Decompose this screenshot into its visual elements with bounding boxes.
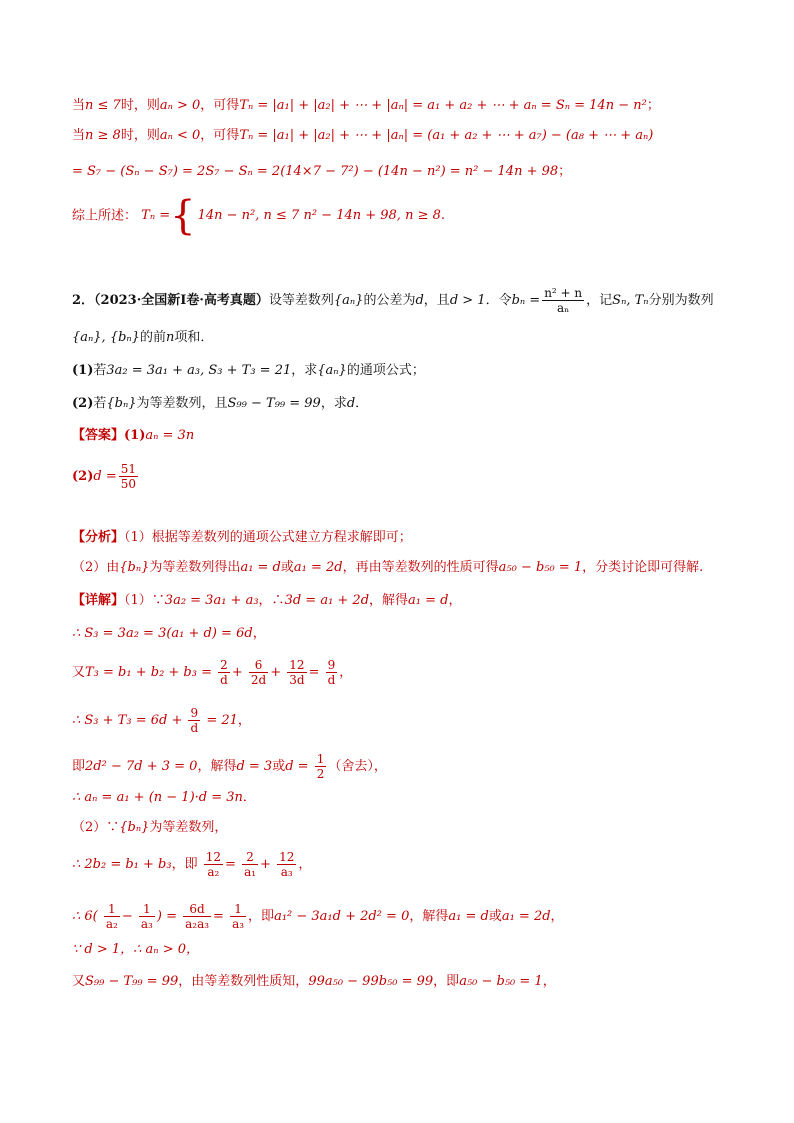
case-n-ge-8-line [72,126,653,146]
math: d > 1 [449,293,486,308]
denominator: a₃ [280,865,293,879]
problem-source: （2023·全国新Ⅰ卷·高考真题） [94,293,269,308]
text: ； [646,98,660,113]
math: T₃ = b₁ + b₂ + b₃ = [85,665,212,680]
math: Tₙ = |a₁| + |a₂| + ⋯ + |aₙ| = (a₁ + a₂ + ⋯ + a₇) − (a₈ + ⋯ + aₙ) [239,128,654,143]
math: {bₙ} [106,396,137,411]
fraction [218,658,230,687]
text: ， [448,593,462,608]
math: ∴ 6( [72,909,98,924]
math: ∴ aₙ = a₁ + (n − 1)·d = 3n [72,790,243,805]
text: . [440,208,446,223]
text: 为等差数列得出 [149,560,241,575]
text: 或 [280,560,294,575]
text: 若 [93,363,107,378]
problem-2-stem-cont [72,328,213,348]
math: aₙ > 0 [159,98,201,113]
math: {bₙ} [119,560,150,575]
text: ，且 [423,293,450,308]
text: ，分类讨论即可得解. [582,560,704,575]
math: {aₙ} [333,293,364,308]
denominator: d [327,673,336,687]
math: ∴ S₃ = 3a₂ = 3(a₁ + d) = 6d [72,626,253,641]
text: 的通项公式； [346,363,425,378]
answer-num: (1) [124,428,146,443]
fraction [242,850,258,879]
fraction [249,658,268,687]
denominator: a₂a₃ [185,917,210,931]
case-1: 14n − n², n ≤ 7 [197,208,300,223]
math: {aₙ}, {bₙ} [72,330,140,345]
analysis-1 [72,528,412,548]
text: ， [298,857,312,872]
detail-line-4 [72,706,251,735]
fraction [139,902,155,931]
math: S₉₉ − T₉₉ = 99 [227,396,321,411]
numerator: 9 [326,658,338,673]
problem-2-stem [72,286,714,315]
text: ，可得 [200,128,240,143]
detail-line-5 [72,752,387,781]
math: n ≤ 7 [85,98,121,113]
fraction [183,902,211,931]
math: 3d = a₁ + 2d [284,593,370,608]
text: ，解得 [409,909,449,924]
text: 项和． [174,330,214,345]
text: 又 [72,974,86,989]
denominator: a₃ [232,917,245,931]
summary-line [72,193,446,239]
text: 当 [72,128,86,143]
analysis-label: 【分析】 [72,530,125,545]
summary-label: 综上所述： [72,208,138,224]
numerator: 9 [188,706,200,721]
math: bₙ = [511,293,541,308]
text: ，可得 [200,98,240,113]
text: 若 [93,396,107,411]
denominator: a₂ [105,917,118,931]
problem-number: 2． [72,293,95,308]
piecewise [141,193,446,239]
text: ，即 [433,974,460,989]
math: d [415,293,424,308]
text: ，即 [171,857,198,872]
text: ，解得 [369,593,409,608]
numerator: 12 [287,658,306,673]
text: ，解得 [197,759,237,774]
numerator: 51 [120,462,136,476]
detail-line-2 [72,624,266,644]
detail-line-7 [72,818,227,838]
text: （1）∵ [124,593,165,608]
denominator: 2 [316,767,325,781]
text: 当 [72,98,86,113]
math: 3a₂ = 3a₁ + a₃, S₃ + T₃ = 21 [106,363,292,378]
math: a₁ = d [448,909,489,924]
math: a₁ = d [240,560,281,575]
math: d = 3 [236,759,273,774]
answer-num: (2) [72,469,94,484]
text: ．令 [485,293,512,308]
fraction [326,658,338,687]
math: ) = [156,909,177,924]
text: 或 [272,759,286,774]
denominator: a₂ [207,865,220,879]
question-2 [72,394,368,414]
analysis-2 [72,558,703,578]
denominator: aₙ [557,301,570,315]
numerator: 12 [205,850,222,864]
detail-label: 【详解】 [72,593,125,608]
text: （2）∵ [72,820,120,835]
numerator: 12 [279,850,295,864]
text: （2）由 [72,560,120,575]
fraction [277,850,296,879]
question-1 [72,361,425,381]
denominator: d [190,721,199,735]
text: ，记 [586,293,613,308]
detail-line-9: ∴ 6( $\frac{1}{\text{a₂}}$ − $\frac{1}{\text{a₃}}$ ) = $\frac{6d}{\text{a₂a₃}}$ = $\frac{1}{\text{a₃}}$ ，即a₁² − 3a₁d + 2d² = 0，解得a₁ = d或a₁ = 2d， [72,902,564,931]
math: ∴ 2b₂ = b₁ + b₃ [72,857,172,872]
numerator: 1 [139,902,155,917]
answer-2 [72,462,140,491]
denominator: d [220,673,228,687]
answer-label: 【答案】 [72,428,125,443]
text: 为等差数列， [149,820,228,835]
text: ， [550,909,564,924]
math: a₁ = d [408,593,449,608]
fraction [204,850,223,879]
math: ∵ d > 1，∴ aₙ > 0， [72,942,200,957]
math: ∴ S₃ + T₃ = 6d + [72,713,183,728]
math: Sₙ, Tₙ [612,293,649,308]
text: 分别为数列 [648,293,714,308]
text: 即 [72,759,86,774]
detail-line-6 [72,788,256,808]
math: S₉₉ − T₉₉ = 99 [85,974,179,989]
numerator: 6 [249,658,268,673]
math: Tₙ = [141,208,171,223]
text: ， [339,665,353,680]
detail-line-1 [72,591,462,611]
text: 又 [72,665,86,680]
math: 3a₂ = 3a₁ + a₃ [164,593,259,608]
fraction [287,658,306,687]
math: aₙ < 0 [159,128,201,143]
text: ，求 [320,396,347,411]
detail-line-11 [72,972,556,992]
text: ，再由等差数列的性质可得 [342,560,499,575]
text: ． [242,790,256,805]
math: 99a₅₀ − 99b₅₀ = 99 [308,974,434,989]
text: 或 [488,909,502,924]
math: Tₙ = |a₁| + |a₂| + ⋯ + |aₙ| = a₁ + a₂ + ⋯ + aₙ = Sₙ = 14n − n² [239,98,647,113]
fraction [104,902,120,931]
answer-1 [72,426,194,446]
math: a₁ = 2d [293,560,343,575]
fraction [542,286,584,315]
text: （舍去）， [328,759,387,774]
text: 的前 [139,330,166,345]
denominator: 2d [250,673,267,687]
text: ，∴ [258,593,285,608]
math: = 21 [206,713,238,728]
brace-glyph: { [170,193,196,239]
text: 为等差数列，且 [136,396,228,411]
text: ，由等差数列性质知， [178,974,309,989]
text: ， [252,626,266,641]
denominator: a₁ [244,865,257,879]
text: 时，则 [120,98,160,113]
math: {aₙ} [317,363,347,378]
math: = S₇ − (Sₙ − S₇) = 2S₇ − Sₙ = 2(14×7 − 7²) − (14n − n²) = n² − 14n + 98 [72,164,559,179]
math: n ≥ 8 [85,128,121,143]
fraction [188,706,200,735]
math: n [165,330,175,345]
case-n-le-7-line [72,96,660,116]
numerator: 1 [104,902,120,917]
numerator: 1 [230,902,246,917]
math: aₙ = 3n [145,428,195,443]
case-2: n² − 14n + 98, n ≥ 8 [303,208,441,223]
denominator: 50 [120,477,136,491]
detail-line-3: 又T₃ = b₁ + b₂ + b₃ = $\frac{2}{d}$ + $\frac{6}{2d}$ + $\frac{12}{3d}$ = $\frac{9}{d}$ ， [72,658,353,687]
math: a₅₀ − b₅₀ = 1 [459,974,543,989]
numerator: 2 [218,658,230,673]
fraction [119,462,138,491]
denominator: a₃ [140,917,153,931]
numerator: 2 [242,850,258,865]
detail-line-8: ∴ 2b₂ = b₁ + b₃，即 $\frac{12}{\text{a₂}}$ = $\frac{2}{\text{a₁}}$ + $\frac{12}{\text{a₃}}$ ， [72,850,312,879]
cases [198,206,441,226]
math: d [346,396,356,411]
math: a₅₀ − b₅₀ = 1 [498,560,583,575]
text: ， [542,974,556,989]
math: a₁ = 2d [501,909,551,924]
numerator: n² + n [544,286,583,300]
numerator: 1 [316,752,325,766]
math: d = [93,469,117,484]
text: ； [558,164,572,179]
math: a₁² − 3a₁d + 2d² = 0 [274,909,410,924]
math: 2d² − 7d + 3 = 0 [85,759,198,774]
text: 的公差为 [363,293,416,308]
math: d = [285,759,309,774]
fraction [230,902,246,931]
detail-line-10 [72,940,199,960]
text: ，即 [248,909,275,924]
denominator: 3d [289,673,305,687]
text: （1）根据等差数列的通项公式建立方程求解即可； [124,530,412,545]
question-label: (2) [72,396,94,411]
text: ， [237,713,251,728]
math: {bₙ} [119,820,150,835]
case-n-ge-8-continuation [72,162,571,182]
text: 时，则 [120,128,160,143]
fraction [315,752,327,781]
question-label: (1) [72,363,94,378]
numerator: 6d [183,902,211,917]
text: ，求 [291,363,318,378]
text: 设等差数列 [268,293,334,308]
text: ． [355,396,369,411]
